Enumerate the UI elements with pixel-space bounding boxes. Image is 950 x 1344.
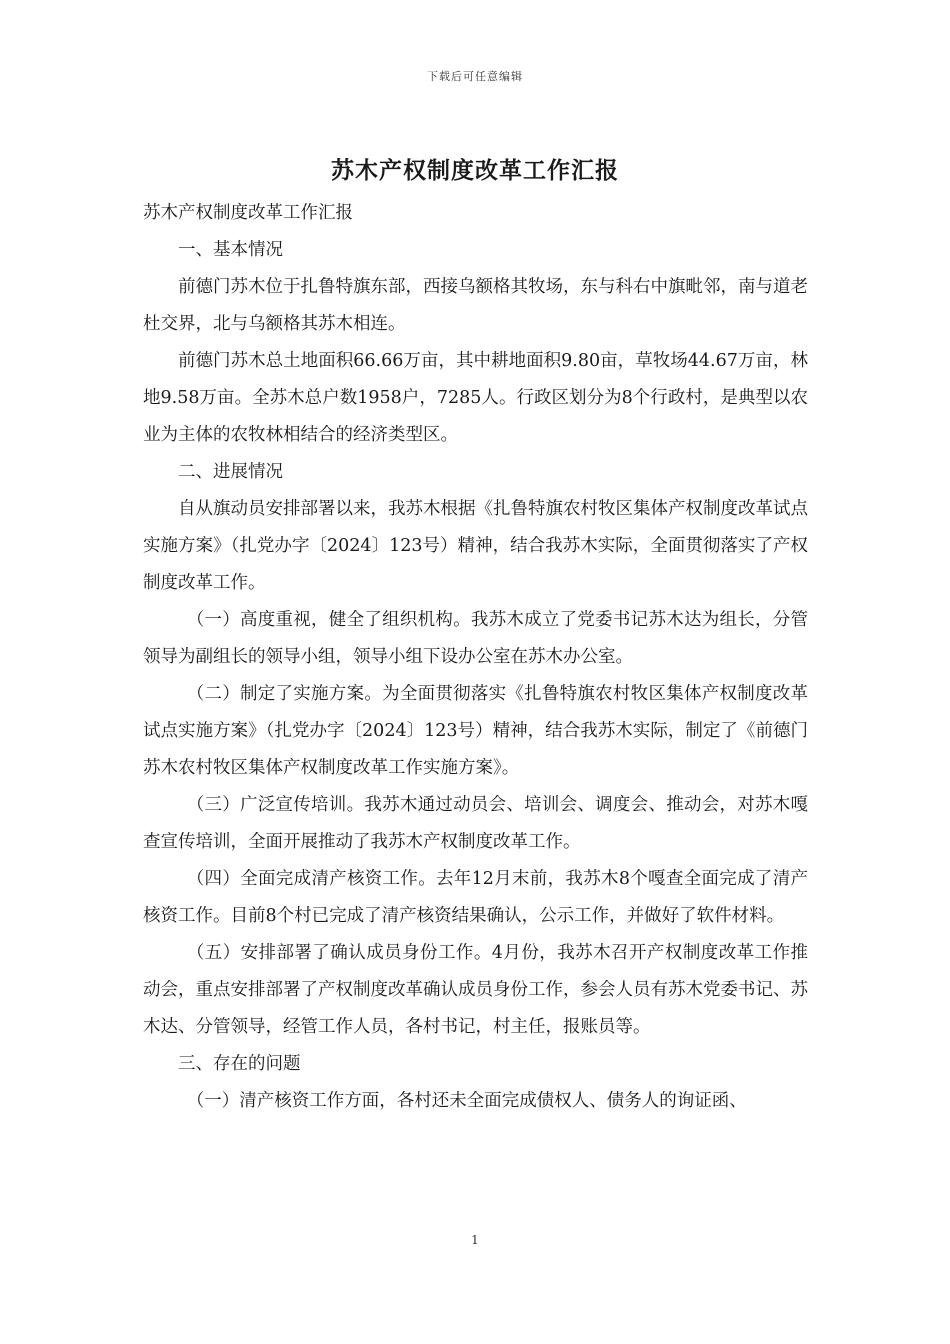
section-heading-problems: 三、存在的问题 (178, 1054, 301, 1074)
page-number: 1 (471, 1233, 479, 1247)
paragraph-subtitle: 苏木产权制度改革工作汇报 (143, 203, 353, 223)
section-heading-basic: 一、基本情况 (178, 240, 283, 260)
paragraph: 前德门苏木总土地面积66.66万亩，其中耕地面积9.80亩，草牧场44.67万亩，林地9.58万亩。全苏木总户数1958户，7285人。行政区划分为8个行政村，是典型以农业为主体的农牧林相结合的经济类型区。 (143, 351, 808, 445)
paragraph: （四）全面完成清产核资工作。去年12月末前，我苏木8个嘎查全面完成了清产核资工作。目前8个村已完成了清产核资结果确认，公示工作，并做好了软件材料。 (143, 869, 808, 926)
paragraph: （一）清产核资工作方面，各村还未全面完成债权人、债务人的询证函、 (186, 1091, 747, 1111)
paragraph: 自从旗动员安排部署以来，我苏木根据《扎鲁特旗农村牧区集体产权制度改革试点实施方案》（扎党办字〔2024〕123号）精神，结合我苏木实际，全面贯彻落实了产权制度改革工作。 (143, 499, 808, 593)
paragraph: （五）安排部署了确认成员身份工作。4月份，我苏木召开产权制度改革工作推动会，重点安排部署了产权制度改革确认成员身份工作，参会人员有苏木党委书记、苏木达、分管领导，经管工作人员，各村书记，村主任，报账员等。 (143, 943, 808, 1037)
document-body (143, 195, 808, 1120)
section-heading-progress: 二、进展情况 (178, 462, 283, 482)
header-note: 下载后可任意编辑 (427, 70, 523, 83)
paragraph: （一）高度重视，健全了组织机构。我苏木成立了党委书记苏木达为组长，分管领导为副组长的领导小组，领导小组下设办公室在苏木办公室。 (143, 610, 808, 667)
document-title: 苏木产权制度改革工作汇报 (331, 157, 619, 184)
paragraph: （三）广泛宣传培训。我苏木通过动员会、培训会、调度会、推动会，对苏木嘎查宣传培训，全面开展推动了我苏木产权制度改革工作。 (143, 795, 808, 852)
paragraph: （二）制定了实施方案。为全面贯彻落实《扎鲁特旗农村牧区集体产权制度改革试点实施方案》（扎党办字〔2024〕123号）精神，结合我苏木实际，制定了《前德门苏木农村牧区集体产权制度改革工作实施方案》。 (143, 684, 808, 778)
paragraph: 前德门苏木位于扎鲁特旗东部，西接乌额格其牧场，东与科右中旗毗邻，南与道老杜交界，北与乌额格其苏木相连。 (143, 277, 808, 334)
